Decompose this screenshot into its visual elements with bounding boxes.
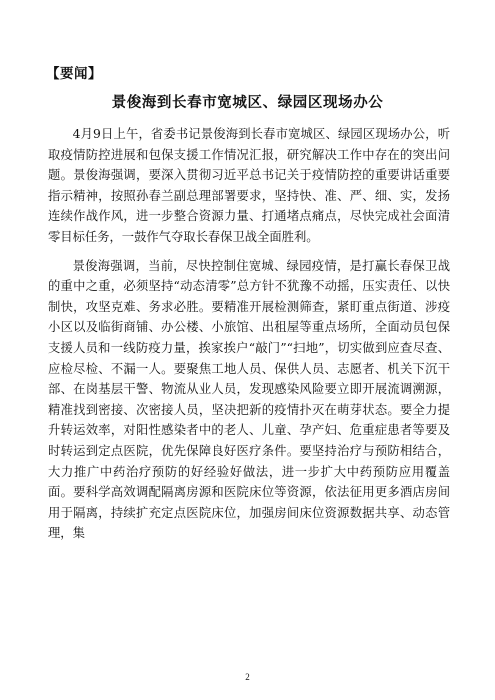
article-body xyxy=(48,124,450,552)
section-tag: 【要闻】 xyxy=(46,66,102,82)
article-title: 景俊海到长春市宽城区、绿园区现场办公 xyxy=(111,94,384,111)
article-paragraph: 4月9日上午，省委书记景俊海到长春市宽城区、绿园区现场办公，听取疫情防控进展和包保支援工作情况汇报，研究解决工作中存在的突出问题。景俊海强调，要深入贯彻习近平总书记关于疫情防控的重要讲话重要指示精神，按照孙春兰副总理部署要求，坚持快、准、严、细、实，发扬连续作战作风，进一步整合资源力量、打通堵点痛点，尽快完成社会面清零目标任务，一鼓作气夺取长春保卫战全面胜利。 xyxy=(48,127,450,244)
page-number: 2 xyxy=(245,672,250,682)
article-paragraph: 景俊海强调，当前，尽快控制住宽城、绿园疫情，是打赢长春保卫战的重中之重，必须坚持“动态清零”总方针不犹豫不动摇，压实责任、以快制快，攻坚克难、务求必胜。要精准开展检测筛查，紧盯重点街道、涉疫小区以及临街商铺、办公楼、小旅馆、出租屋等重点场所，全面动员包保支援人员和一线防疫力量，挨家挨户“敲门”“扫地”，切实做到应查尽查、应检尽检、不漏一人。要聚焦工地人员、保供人员、志愿者、机关下沉干部、在岗基层干警、物流从业人员，发现感染风险要立即开展流调溯源，精准找到密接、次密接人员，坚决把新的疫情扑灭在萌芽状态。要全力提升转运效率，对阳性感染者中的老人、儿童、孕产妇、危重症患者等要及时转运到定点医院，优先保障良好医疗条件。要坚持治疗与预防相结合，大力推广中药治疗预防的好经验好做法，进一步扩大中药预防应用覆盖面。要科学高效调配隔离房源和医院床位等资源，依法征用更多酒店房间用于隔离，持续扩充定点医院床位，加强房间床位资源数据共享、动态管理，集 xyxy=(48,258,450,541)
